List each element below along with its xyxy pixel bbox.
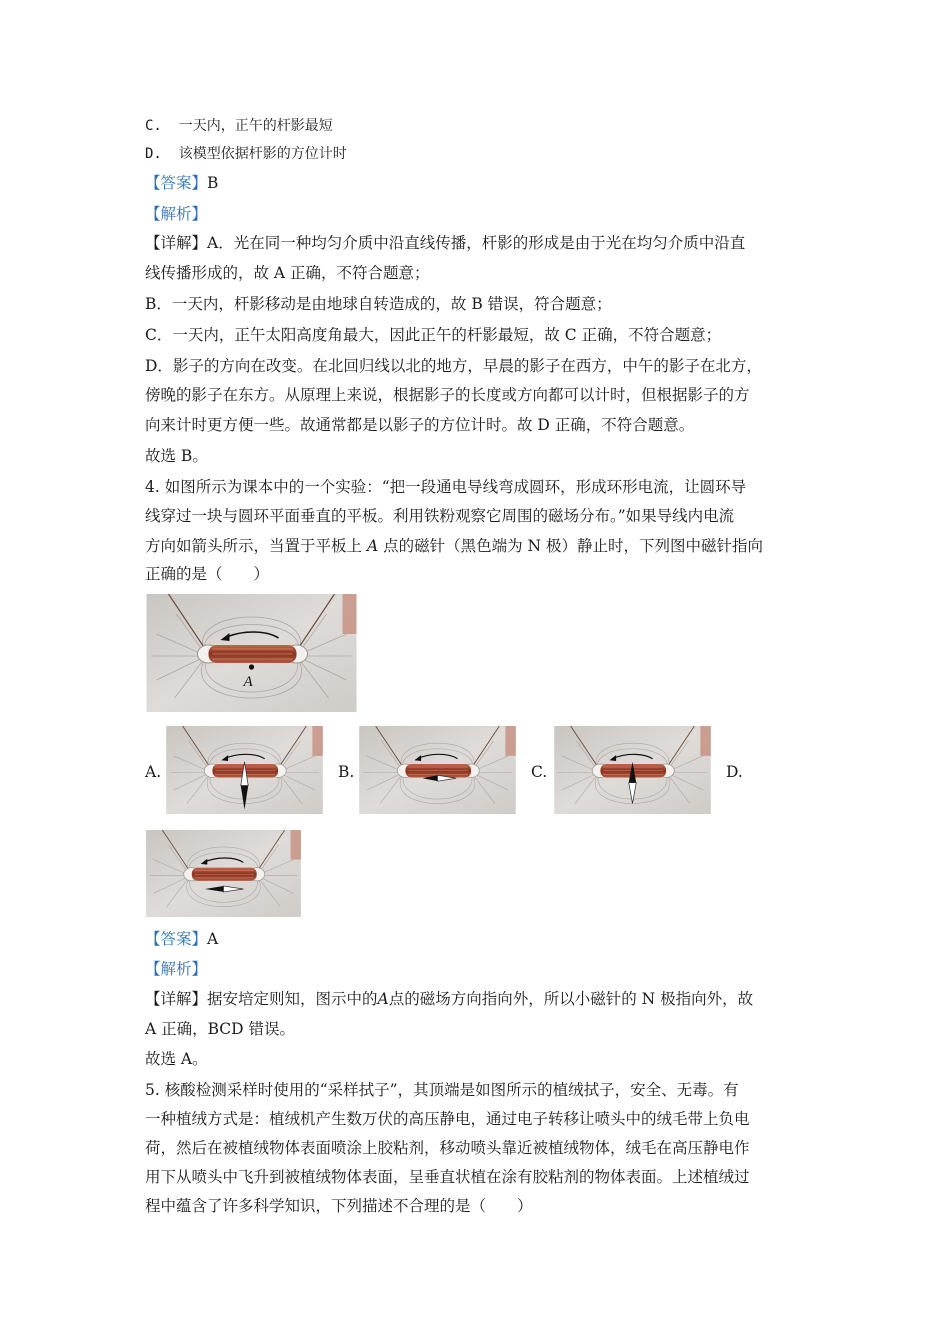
q3-detail-4: C．一天内，正午太阳高度角最大，因此正午的杆影最短，故 C 正确，不符合题意； bbox=[145, 326, 722, 344]
q3-detail-tag: 【详解】 bbox=[145, 234, 208, 252]
option-b-label[interactable]: B. bbox=[338, 763, 355, 781]
point-a-label: A bbox=[243, 674, 253, 690]
q4-answer-tag: 【答案】 bbox=[145, 930, 208, 948]
q3-option-c: C. 一天内，正午的杆影最短 bbox=[145, 118, 333, 134]
option-b-image[interactable] bbox=[359, 726, 516, 814]
q4-analysis-tag: 【解析】 bbox=[145, 960, 208, 978]
option-c-image[interactable] bbox=[554, 726, 711, 814]
q3-option-c-text: 一天内，正午的杆影最短 bbox=[178, 118, 333, 134]
experiment-photo-main bbox=[146, 594, 357, 712]
q3-option-d: D. 该模型依据杆影的方位计时 bbox=[145, 146, 347, 162]
q4-detail-2: A 正确，BCD 错误。 bbox=[145, 1020, 296, 1038]
q3-detail-1 bbox=[145, 232, 745, 254]
option-d-image[interactable] bbox=[146, 830, 301, 917]
q3-conclusion: 故选 B。 bbox=[145, 447, 208, 465]
q3-analysis-tag: 【解析】 bbox=[145, 205, 208, 223]
point-a-dot bbox=[249, 664, 254, 669]
q3-detail-text-1: A．光在同一种均匀介质中沿直线传播，杆影的形成是由于光在均匀介质中沿直 bbox=[207, 234, 746, 252]
q3-detail-2: 线传播形成的，故 A 正确，不符合题意； bbox=[145, 264, 430, 282]
option-d-label[interactable]: D. bbox=[726, 763, 743, 781]
q4-detail-point-label: A bbox=[377, 990, 389, 1008]
q4-detail-tag: 【详解】 bbox=[145, 990, 208, 1008]
q4-stem-3-part-b: 点的磁针（黑色端为 N 极）静止时，下列图中磁针指向 bbox=[383, 537, 764, 555]
q4-stem-2: 线穿过一块与圆环平面垂直的平板。利用铁粉观察它周围的磁场分布。”如果导线内电流 bbox=[145, 507, 735, 525]
q3-answer-tag: 【答案】 bbox=[145, 174, 208, 192]
q3-detail-7: 向来计时更方便一些。故通常都是以影子的方位计时。故 D 正确，不符合题意。 bbox=[145, 416, 695, 434]
q4-stem-4: 正确的是（ ） bbox=[145, 565, 270, 583]
q4-detail-1 bbox=[145, 988, 753, 1010]
q5-stem-2: 一种植绒方式是：植绒机产生数万伏的高压静电，通过电子转移让喷头中的绒毛带上负电 bbox=[145, 1110, 750, 1128]
q5-stem-1: 5. 核酸检测采样时使用的“采样拭子”，其顶端是如图所示的植绒拭子，安全、无毒。有 bbox=[145, 1081, 739, 1099]
q5-stem-4: 用下从喷头中飞升到被植绒物体表面，呈垂直状植在涂有胶粘剂的物体表面。上述植绒过 bbox=[145, 1168, 750, 1186]
q5-stem-3: 荷，然后在被植绒物体表面喷涂上胶粘剂，移动喷头靠近被植绒物体，绒毛在高压静电作 bbox=[145, 1139, 750, 1157]
q4-answer bbox=[145, 928, 218, 950]
q4-stem-1: 4. 如图所示为课本中的一个实验：“把一段通电导线弯成圆环，形成环形电流，让圆环导 bbox=[145, 478, 747, 496]
q3-answer bbox=[145, 172, 218, 194]
q3-detail-3: B．一天内，杆影移动是由地球自转造成的，故 B 错误，符合题意； bbox=[145, 295, 612, 313]
q5-stem-5: 程中蕴含了许多科学知识，下列描述不合理的是（ ） bbox=[145, 1197, 533, 1215]
q4-answer-value: A bbox=[207, 930, 219, 948]
option-a-label[interactable]: A. bbox=[145, 763, 162, 781]
q3-answer-value: B bbox=[207, 174, 219, 192]
option-a-image[interactable] bbox=[166, 726, 323, 814]
q4-stem-3-part-a: 方向如箭头所示，当置于平板上 bbox=[145, 537, 363, 555]
q4-stem-3 bbox=[145, 535, 763, 557]
q3-detail-6: 傍晚的影子在东方。从原理上来说，根据影子的长度或方向都可以计时，但根据影子的方 bbox=[145, 386, 750, 404]
q4-conclusion: 故选 A。 bbox=[145, 1050, 208, 1068]
q4-stem-point-label: A bbox=[366, 537, 379, 555]
q3-detail-5: D．影子的方向在改变。在北回归线以北的地方，早晨的影子在西方，中午的影子在北方， bbox=[145, 357, 762, 375]
q4-detail-text-1a: 据安培定则知，图示中的 bbox=[207, 990, 378, 1008]
q3-option-d-text: 该模型依据杆影的方位计时 bbox=[178, 146, 347, 162]
q4-detail-text-1b: 点的磁场方向指向外，所以小磁针的 N 极指向外，故 bbox=[388, 990, 754, 1008]
option-c-label[interactable]: C. bbox=[531, 763, 548, 781]
